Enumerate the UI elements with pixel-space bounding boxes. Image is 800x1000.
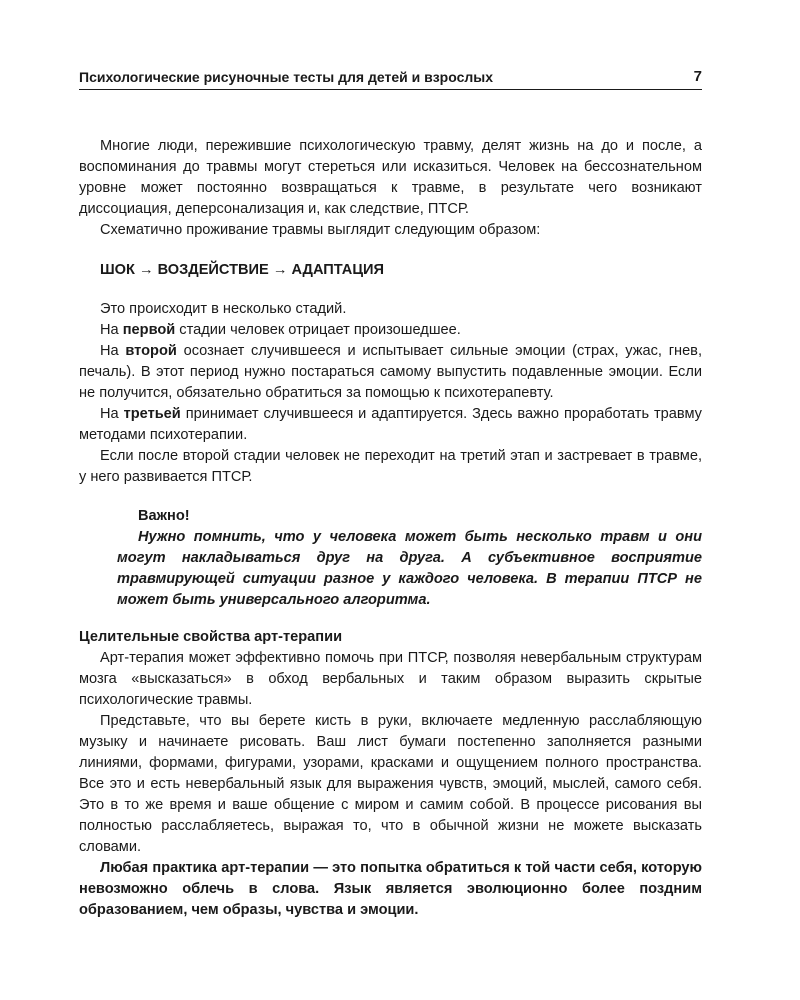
note-title: Важно!: [138, 508, 190, 524]
section-heading: Целительные свойства арт-терапии: [79, 629, 343, 645]
stage-1-post: стадии человек отрицает произошедшее.: [175, 322, 461, 338]
paragraph-stages-intro: Это происходит в несколько стадий.: [100, 301, 347, 317]
header-title: Психологические рисуночные тесты для детей и взрослых: [79, 69, 494, 85]
note-body: Нужно помнить, что у человека может быть несколько травм и они могут накладываться друг на друга. А субъективное восприятие травмирующей ситуации разное у каждого человека. В терапии ПТСР не может быть универсального алгоритма.: [117, 529, 702, 608]
paragraph-ptsr-develops: Если после второй стадии человек не переходит на третий этап и застревает в травме, у него развивается ПТСР.: [79, 448, 702, 485]
stage-3-pre: На: [100, 406, 124, 422]
stage-2-post: осознает случившееся и испытывает сильные эмоции (страх, ужас, гнев, печаль). В этот период нужно постараться самому выпустить подавленные эмоции. Если не получится, обязательно обратиться за помощью к психотерапевту.: [79, 343, 702, 401]
important-note: [117, 506, 702, 611]
paragraph-intro: Многие люди, пережившие психологическую травму, делят жизнь на до и после, а воспоминания до травмы могут стереться или исказиться. Человек на бессознательном уровне может постоянно возвращаться к травме, в результате чего возникают диссоциация, деперсонализация и, как следствие, ПТСР.: [79, 138, 702, 217]
paragraph-art-therapy: Арт-терапия может эффективно помочь при ПТСР, позволяя невербальным структурам мозга «высказаться» в обход вербальных и таким образом выразить скрытые психологические травмы.: [79, 650, 702, 708]
paragraph-stage-3: [79, 404, 702, 446]
book-page: [79, 68, 702, 921]
trauma-stages-formula: ШОК → ВОЗДЕЙСТВИЕ → АДАПТАЦИЯ: [100, 262, 384, 278]
stage-1-pre: На: [100, 322, 123, 338]
stage-3-post: принимает случившееся и адаптируется. Здесь важно проработать травму методами психотерапии.: [79, 406, 702, 443]
stage-2-bold: второй: [125, 343, 177, 359]
page-number: 7: [693, 68, 702, 85]
paragraph-imagine: Представьте, что вы берете кисть в руки, включаете медленную расслабляющую музыку и начинаете рисовать. Ваш лист бумаги постепенно заполняется разными линиями, формами, фигурами, узорами, красками и ощущением полного пространства. Все это и есть невербальный язык для выражения чувств, эмоций, мыслей, самого себя. Это в то же время и ваше общение с миром и самим собой. В процессе рисования вы полностью расслабляетесь, выражая то, что в обычной жизни не можете высказать словами.: [79, 713, 702, 855]
paragraph-stage-2: [79, 341, 702, 404]
stage-3-bold: третьей: [123, 406, 181, 422]
stage-2-pre: На: [100, 343, 126, 359]
stage-1-bold: первой: [122, 322, 176, 338]
paragraph-stage-1: [79, 320, 702, 341]
running-header: [79, 68, 702, 90]
paragraph-conclusion: Любая практика арт-терапии — это попытка обратиться к той части себя, которую невозможно облечь в слова. Язык является эволюционно более поздним образованием, чем образы, чувства и эмоции.: [79, 860, 702, 918]
paragraph-scheme-intro: Схематично проживание травмы выглядит следующим образом:: [100, 222, 541, 238]
